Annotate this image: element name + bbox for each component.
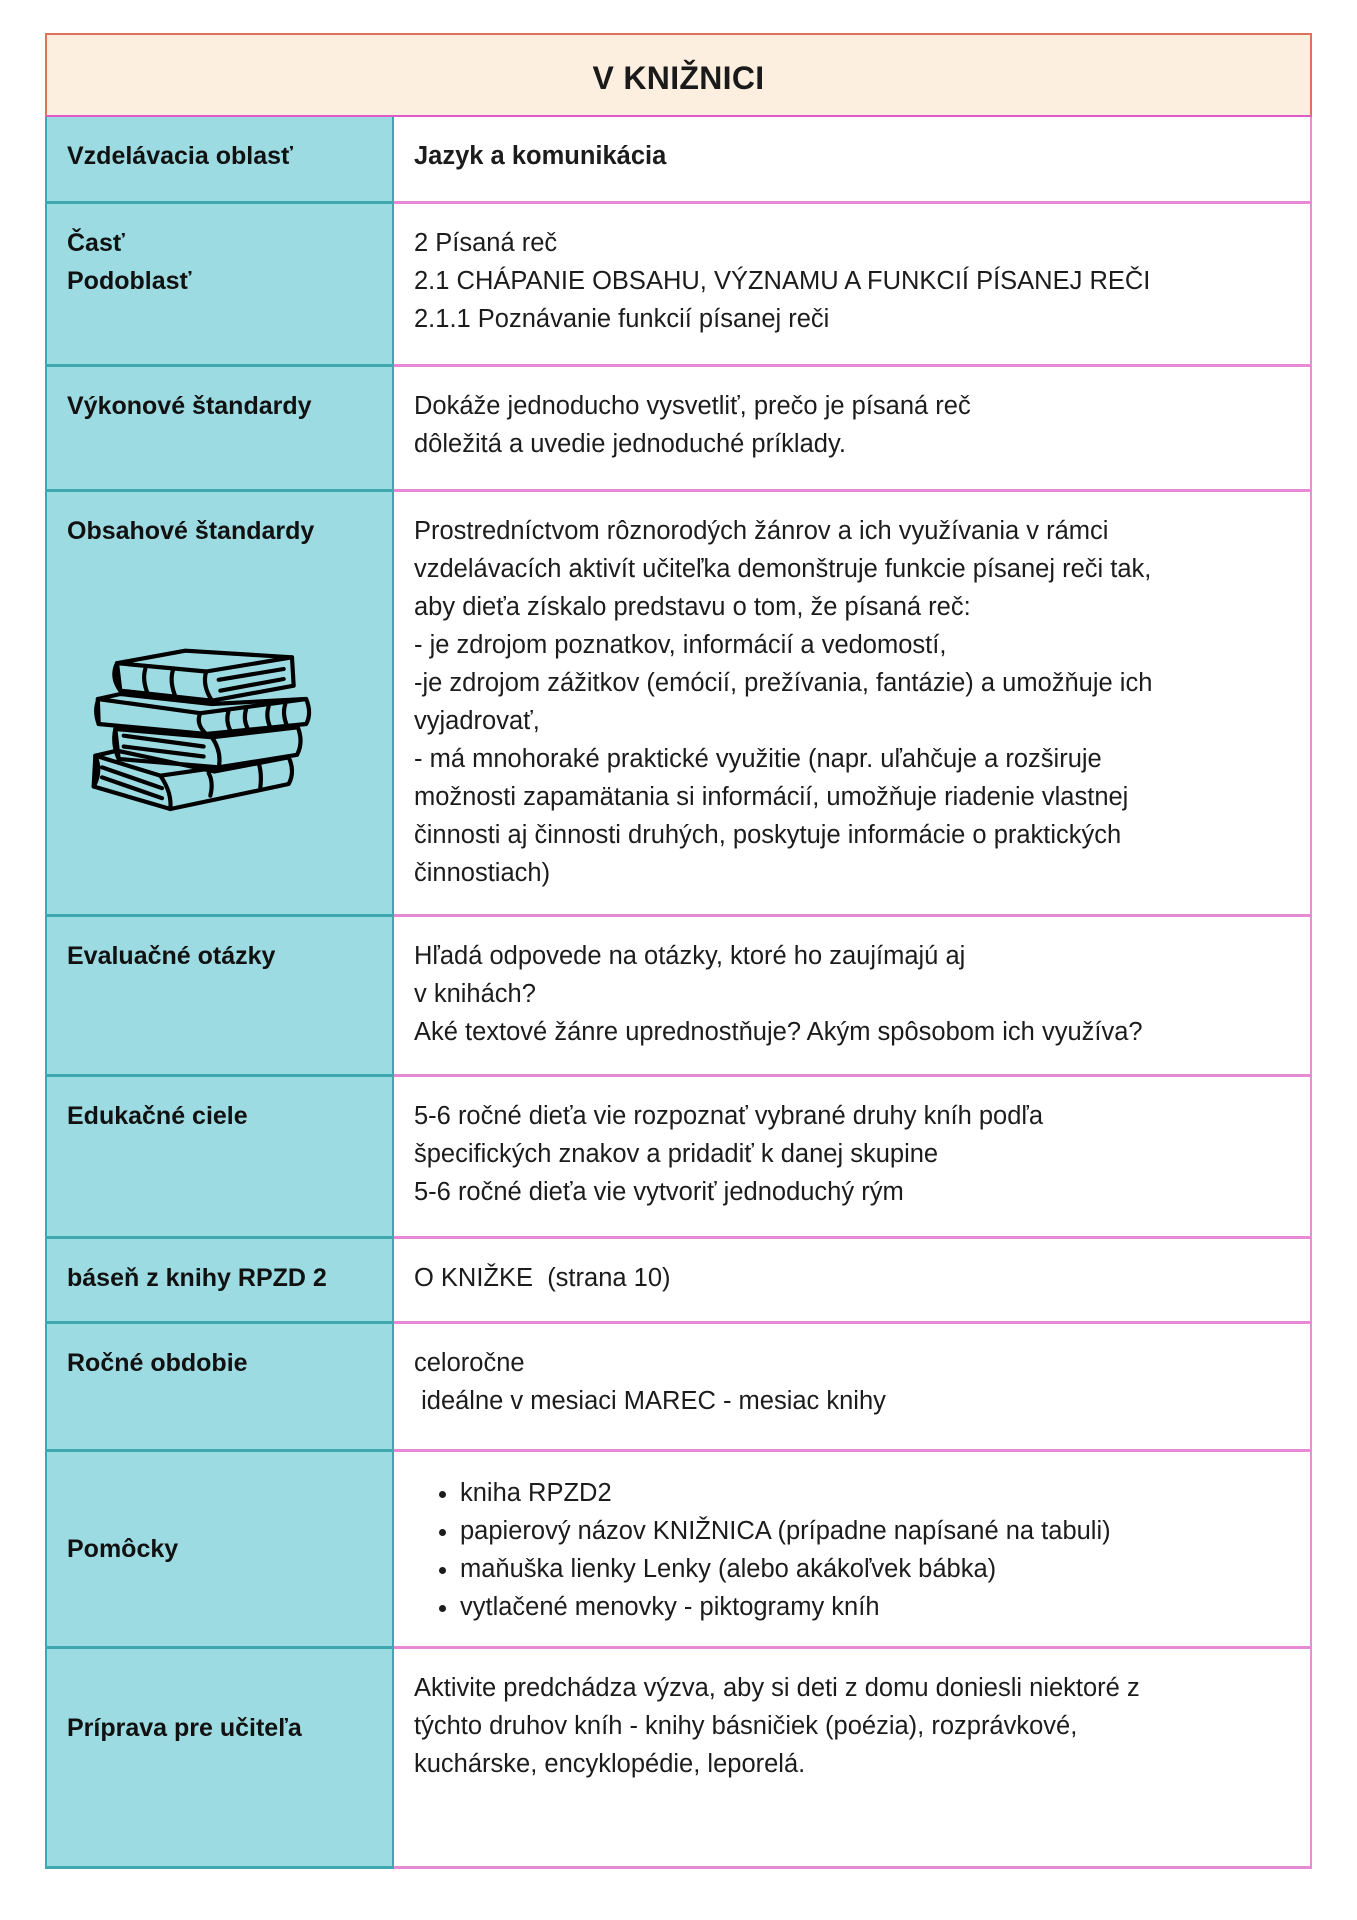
- page-title: V KNIŽNICI: [592, 59, 765, 96]
- row-vzdelavacia-oblast: [45, 117, 1312, 204]
- list-item: • kniha RPZD2: [460, 1474, 1290, 1512]
- row-vykonove-standardy: [45, 367, 1312, 492]
- row-label: Pomôcky: [45, 1452, 394, 1649]
- row-label: báseň z knihy RPZD 2: [45, 1239, 394, 1324]
- list-item: • papierový názov KNIŽNICA (prípadne napísané na tabuli): [460, 1512, 1290, 1550]
- row-label: Edukačné ciele: [45, 1077, 394, 1239]
- value-line: možnosti zapamätania si informácií, umožňuje riadenie vlastnej: [414, 783, 1129, 811]
- books-stack-icon: [67, 634, 337, 834]
- row-label: Evaluačné otázky: [45, 917, 394, 1077]
- value-line: 2.1.1 Poznávanie funkcií písanej reči: [414, 305, 830, 333]
- row-cast-podoblast: [45, 204, 1312, 367]
- row-value: [394, 1239, 1312, 1324]
- row-value: [394, 1077, 1312, 1239]
- row-value: [394, 492, 1312, 917]
- value-line: 5-6 ročné dieťa vie vytvoriť jednoduchý rým: [414, 1178, 904, 1206]
- label-line: Podoblasť: [67, 267, 192, 295]
- list-item: • vytlačené menovky - piktogramy kníh: [460, 1588, 1290, 1626]
- value-line: špecifických znakov a pridadiť k danej skupine: [414, 1140, 939, 1168]
- value-line: týchto druhov kníh - knihy básničiek (poézia), rozprávkové,: [414, 1712, 1078, 1740]
- row-value: [394, 917, 1312, 1077]
- row-label: Výkonové štandardy: [45, 367, 394, 492]
- value-line: vyjadrovať,: [414, 707, 540, 735]
- value-line: 2 Písaná reč: [414, 229, 558, 257]
- row-pomocky: [45, 1452, 1312, 1649]
- row-value: Jazyk a komunikácia: [394, 117, 1312, 204]
- value-line: - má mnohoraké praktické využitie (napr. uľahčuje a rozširuje: [414, 745, 1102, 773]
- row-obsahove-standardy: [45, 492, 1312, 917]
- row-label: Príprava pre učiteľa: [45, 1649, 394, 1869]
- value-line: Prostredníctvom rôznorodých žánrov a ich využívania v rámci: [414, 517, 1109, 545]
- value-line: -je zdrojom zážitkov (emócií, prežívania, fantázie) a umožňuje ich: [414, 669, 1153, 697]
- value-line: Dokáže jednoducho vysvetliť, prečo je písaná reč: [414, 392, 971, 420]
- row-basen: [45, 1239, 1312, 1324]
- value-line: - je zdrojom poznatkov, informácií a vedomostí,: [414, 631, 947, 659]
- row-value: [394, 367, 1312, 492]
- value-line: Aké textové žánre uprednostňuje? Akým spôsobom ich využíva?: [414, 1018, 1143, 1046]
- value-line: O KNIŽKE (strana 10): [414, 1264, 671, 1292]
- row-value: [394, 1649, 1312, 1869]
- value-line: činnostiach): [414, 859, 551, 887]
- row-label: [45, 492, 394, 917]
- row-edukacne-ciele: [45, 1077, 1312, 1239]
- row-label: Ročné obdobie: [45, 1324, 394, 1452]
- lesson-plan-table: [45, 33, 1312, 1869]
- value-line: celoročne: [414, 1349, 525, 1377]
- row-value: [394, 204, 1312, 367]
- value-line: činnosti aj činnosti druhých, poskytuje informácie o praktických: [414, 821, 1122, 849]
- value-line: vzdelávacích aktivít učiteľka demonštruje funkcie písanej reči tak,: [414, 555, 1152, 583]
- value-line: Hľadá odpovede na otázky, ktoré ho zaujímajú aj: [414, 942, 966, 970]
- value-line: v knihách?: [414, 980, 536, 1008]
- row-label: Vzdelávacia oblasť: [45, 117, 394, 204]
- value-line: aby dieťa získalo predstavu o tom, že písaná reč:: [414, 593, 971, 621]
- list-item: • maňuška lienky Lenky (alebo akákoľvek bábka): [460, 1550, 1290, 1588]
- title-row: [45, 33, 1312, 117]
- row-rocne-obdobie: [45, 1324, 1312, 1452]
- row-priprava-pre-ucitela: [45, 1649, 1312, 1869]
- label-line: Časť: [67, 229, 125, 257]
- value-line: Aktivite predchádza výzva, aby si deti z domu doniesli niektoré z: [414, 1674, 1140, 1702]
- value-line: kuchárske, encyklopédie, leporelá.: [414, 1750, 806, 1778]
- value-line: ideálne v mesiaci MAREC - mesiac knihy: [414, 1387, 886, 1415]
- row-label: [45, 204, 394, 367]
- row-evaluacne-otazky: [45, 917, 1312, 1077]
- value-line: 5-6 ročné dieťa vie rozpoznať vybrané druhy kníh podľa: [414, 1102, 1044, 1130]
- row-value: [394, 1324, 1312, 1452]
- materials-list: [414, 1474, 1290, 1626]
- value-line: dôležitá a uvedie jednoduché príklady.: [414, 430, 846, 458]
- row-label-text: Obsahové štandardy: [67, 517, 315, 545]
- value-line: 2.1 CHÁPANIE OBSAHU, VÝZNAMU A FUNKCIÍ PÍSANEJ REČI: [414, 267, 1151, 295]
- row-value: [394, 1452, 1312, 1649]
